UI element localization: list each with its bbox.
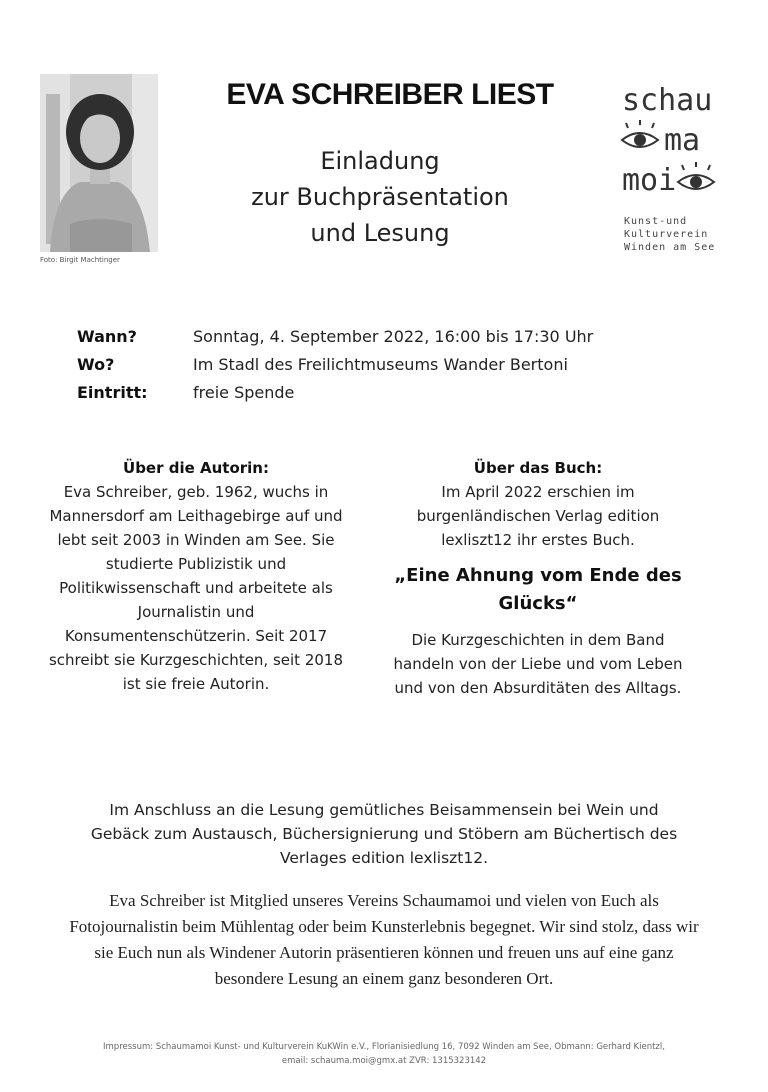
logo-tagline-1: Kunst-und: [624, 216, 688, 227]
detail-label: Wo?: [77, 354, 115, 374]
logo-line-1: schau: [622, 83, 713, 118]
author-heading: Über die Autorin:: [123, 459, 269, 477]
author-portrait-image: [40, 74, 158, 252]
detail-row-admission: [77, 378, 717, 406]
imprint-line: email: schauma.moi@gmx.at ZVR: 1315323142: [281, 1056, 487, 1066]
logo-tagline-2: Kulturverein: [624, 229, 709, 240]
event-details: [77, 322, 717, 406]
logo-graphic: [614, 78, 734, 258]
detail-value: Sonntag, 4. September 2022, 16:00 bis 17:30 Uhr: [193, 326, 594, 346]
club-text: Eva Schreiber ist Mitglied unseres Vereins Schaumamoi und vielen von Euch als Fotojournalistin beim Mühlentag oder beim Kunsterlebnis begegnet. Wir sind stolz, dass wir sie Euch nun als Windener Autorin präsentieren können und freuen uns auf eine ganz besondere Lesung an einem ganz besonderen Ort.: [69, 891, 699, 988]
logo-line-3: moi: [622, 163, 677, 198]
detail-value: Im Stadl des Freilichtmuseums Wander Bertoni: [193, 354, 568, 374]
subtitle-line: und Lesung: [310, 219, 450, 247]
imprint: [60, 1040, 708, 1068]
detail-row-when: [77, 322, 717, 350]
subtitle-line: zur Buchpräsentation: [251, 183, 509, 211]
subtitle: [180, 143, 580, 251]
book-heading: Über das Buch:: [473, 459, 603, 477]
photo-caption: Foto: Birgit Machtinger: [40, 256, 120, 264]
book-text: Die Kurzgeschichten in dem Band handeln von der Liebe und vom Leben und von den Absurditäten des Alltags.: [393, 631, 683, 697]
detail-row-where: [77, 350, 717, 378]
author-photo: [40, 74, 158, 252]
book-intro: Im April 2022 erschien im burgenländischen Verlag edition lexliszt12 ihr erstes Buch.: [416, 483, 660, 549]
schaumamoi-logo: [614, 78, 734, 258]
book-section: [388, 456, 688, 700]
page-title: EVA SCHREIBER LIEST: [226, 78, 554, 111]
eye-icon: [622, 120, 658, 147]
author-text: Eva Schreiber, geb. 1962, wuchs in Mannersdorf am Leithagebirge auf und lebt seit 2003 in Winden am See. Sie studierte Publizistik und Politikwissenschaft und arbeitete als Journalistin und Konsumentenschützerin. Seit 2017 schreibt sie Kurzgeschichten, seit 2018 ist sie freie Autorin.: [48, 483, 344, 693]
detail-value: freie Spende: [193, 382, 295, 402]
detail-label: Wann?: [77, 326, 137, 346]
subtitle-line: Einladung: [320, 147, 440, 175]
imprint-line: Impressum: Schaumamoi Kunst- und Kulturverein KuKWin e.V., Florianisiedlung 16, 7092 Winden am See, Obmann: Gerhard Kientzl,: [103, 1042, 665, 1052]
logo-tagline-3: Winden am See: [624, 242, 716, 253]
book-title: „Eine Ahnung vom Ende des Glücks“: [394, 565, 682, 614]
detail-label: Eintritt:: [77, 382, 148, 402]
logo-line-2: ma: [664, 123, 701, 158]
author-section: [46, 456, 346, 696]
after-reading-text: Im Anschluss an die Lesung gemütliches Beisammensein bei Wein und Gebäck zum Austausch, Büchersignierung und Stöbern am Büchertisch des Verlages edition lexliszt12.: [90, 801, 678, 867]
eye-icon: [678, 162, 714, 189]
